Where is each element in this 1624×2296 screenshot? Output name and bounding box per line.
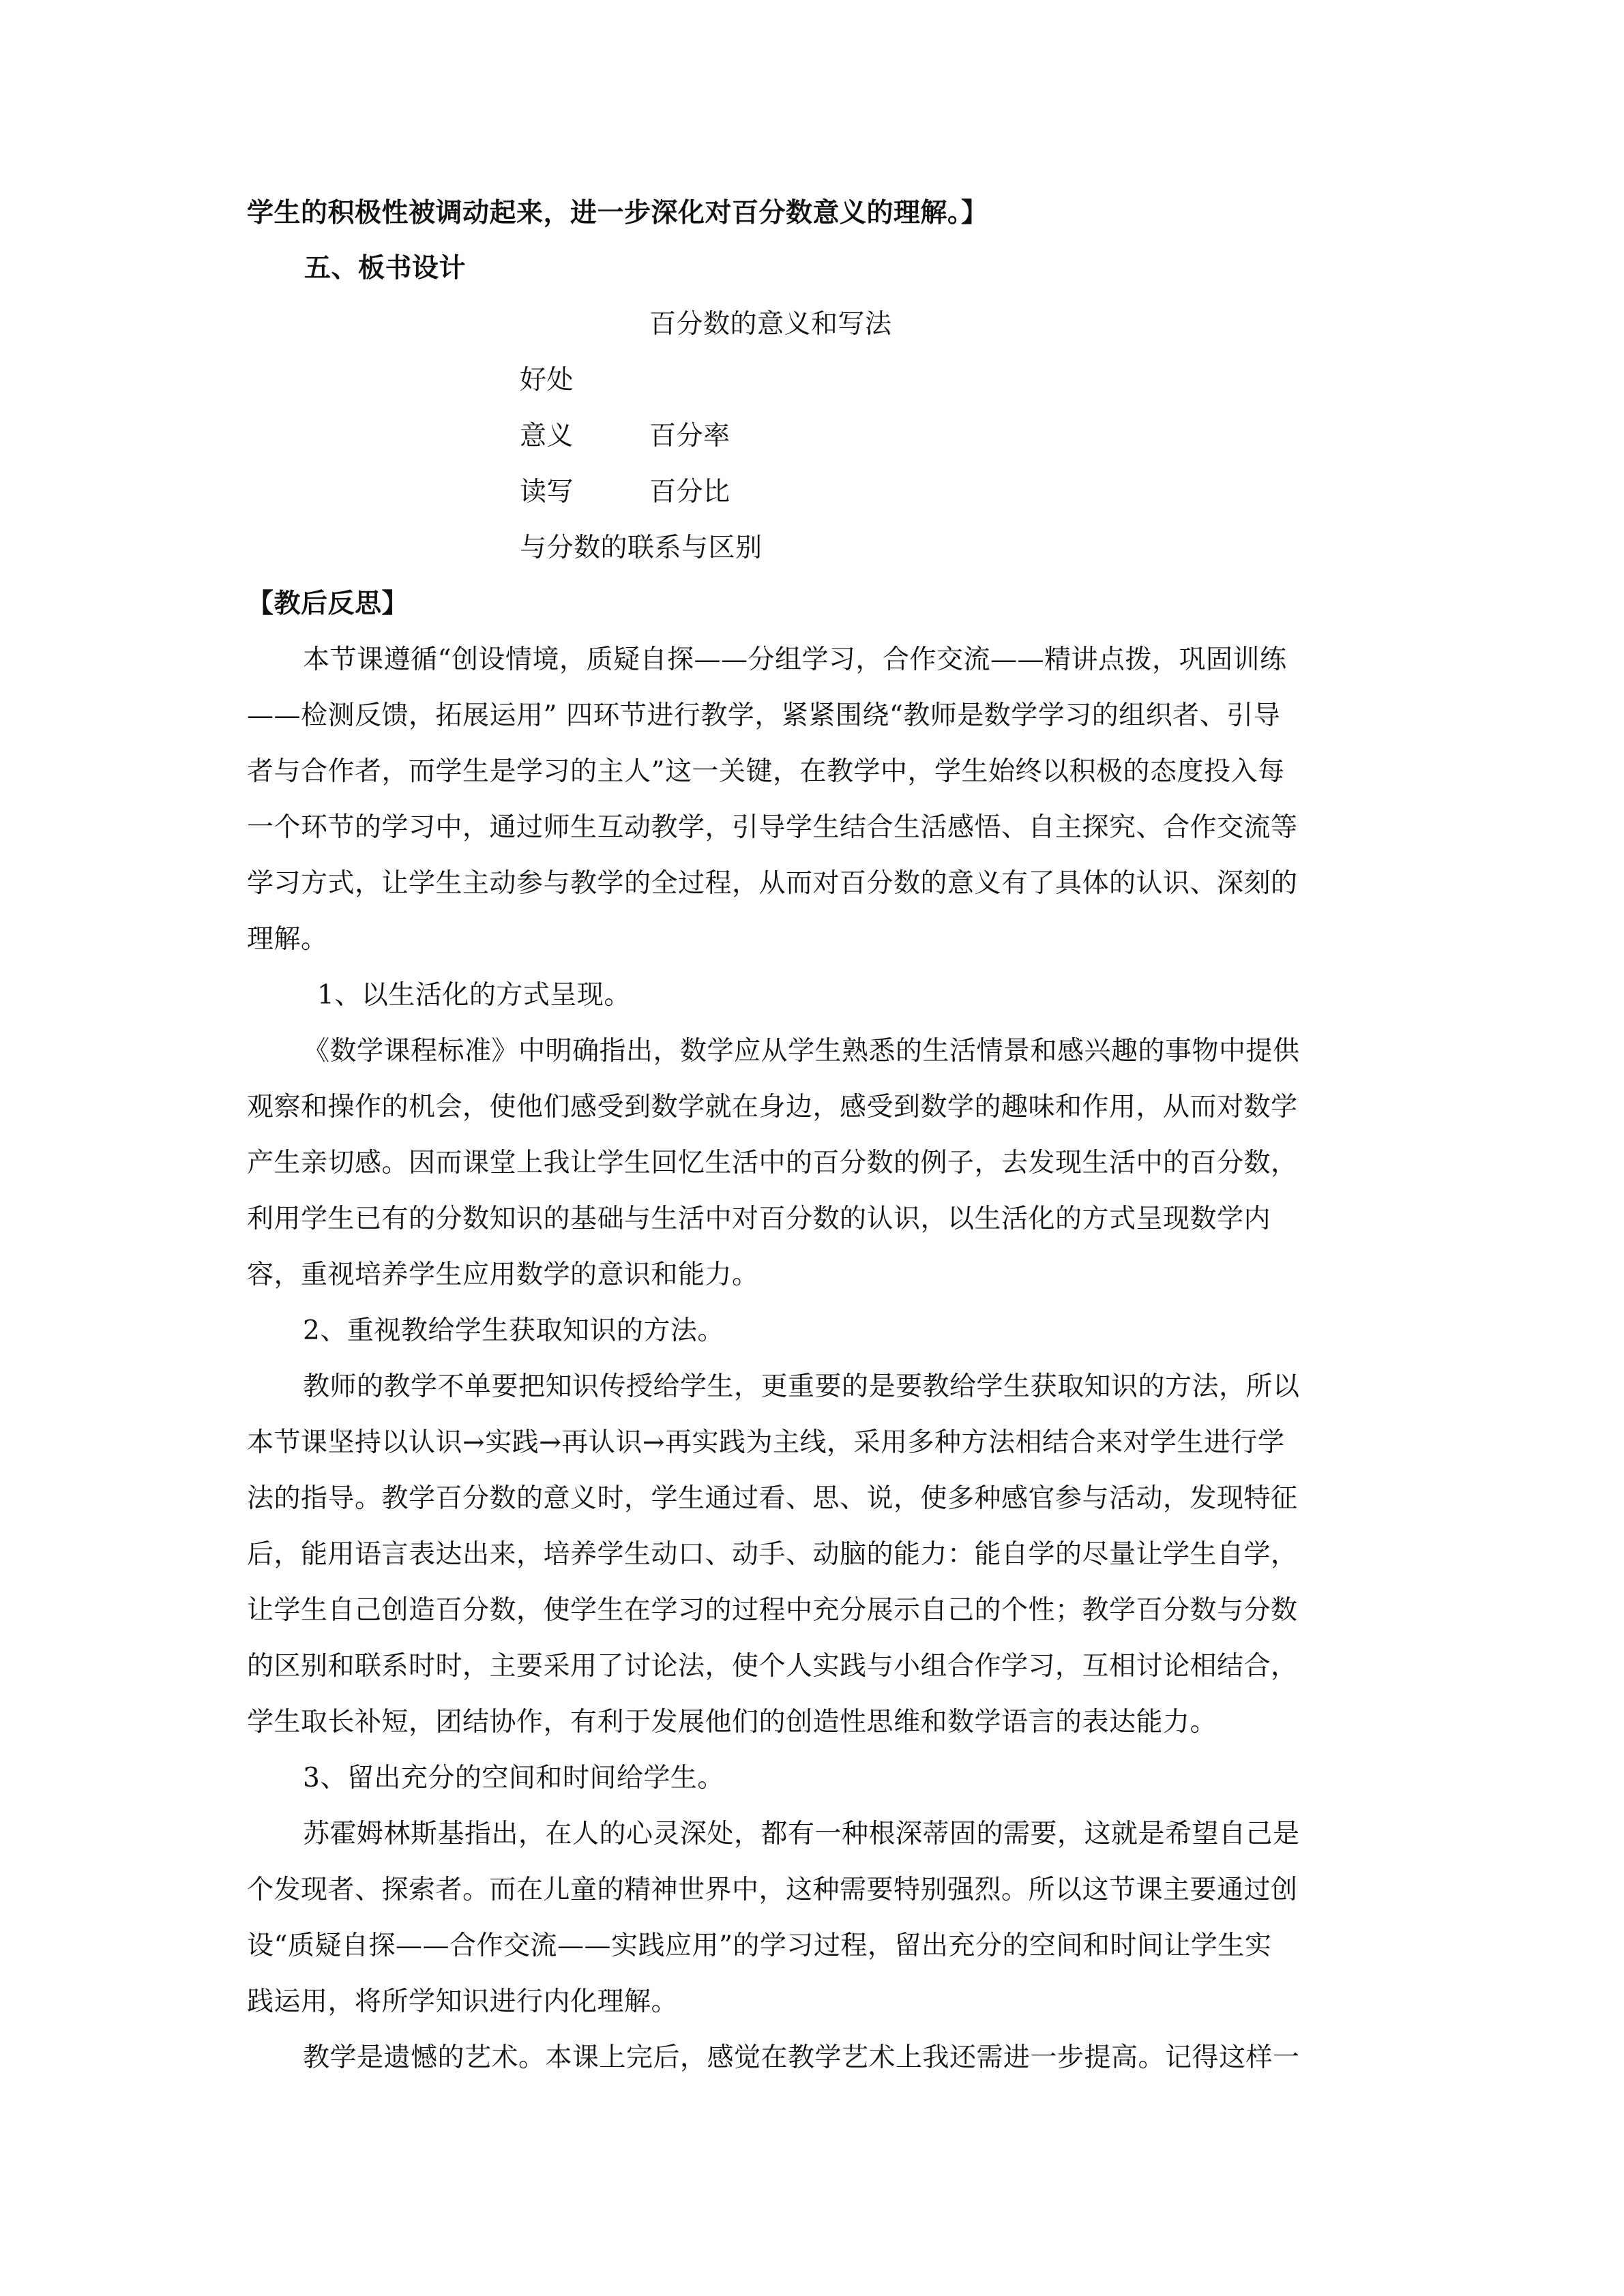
- paragraph-line: 法的指导。教学百分数的意义时，学生通过看、思、说，使多种感官参与活动，发现特征: [247, 1483, 1298, 1514]
- paragraph-line: 苏霍姆林斯基指出，在人的心灵深处，都有一种根深蒂固的需要，这就是希望自己是: [303, 1819, 1300, 1849]
- board-title: 百分数的意义和写法: [649, 309, 892, 340]
- paragraph-line: 理解。: [247, 924, 328, 955]
- paragraph-line: 后，能用语言表达出来，培养学生动口、动手、动脑的能力：能自学的尽量让学生自学，: [247, 1539, 1298, 1570]
- board-row-label: 读写: [520, 477, 574, 507]
- paragraph-line: 利用学生已有的分数知识的基础与生活中对百分数的认识，以生活化的方式呈现数学内: [247, 1204, 1271, 1234]
- paragraph-line: ——检测反馈，拓展运用” 四环节进行教学，紧紧围绕“教师是数学学习的组织者、引导: [247, 700, 1281, 731]
- paragraph-line: 让学生自己创造百分数，使学生在学习的过程中充分展示自己的个性；教学百分数与分数: [247, 1595, 1298, 1626]
- paragraph-line: 本节课坚持以认识→实践→再认识→再实践为主线，采用多种方法相结合来对学生进行学: [247, 1427, 1285, 1458]
- paragraph-line: 产生亲切感。因而课堂上我让学生回忆生活中的百分数的例子，去发现生活中的百分数，: [247, 1148, 1298, 1178]
- subheading: 3、留出充分的空间和时间给学生。: [303, 1763, 724, 1793]
- paragraph-line: 践运用，将所学知识进行内化理解。: [247, 1986, 679, 2017]
- paragraph-line: 教师的教学不单要把知识传授给学生，更重要的是要教给学生获取知识的方法，所以: [303, 1371, 1300, 1402]
- paragraph-line: 一个环节的学习中，通过师生互动教学，引导学生结合生活感悟、自主探究、合作交流等: [247, 812, 1298, 843]
- paragraph-line: 教学是遗憾的艺术。本课上完后，感觉在教学艺术上我还需进一步提高。记得这样一: [303, 2042, 1300, 2073]
- paragraph-line: 观察和操作的机会，使他们感受到数学就在身边，感受到数学的趣味和作用，从而对数学: [247, 1092, 1298, 1122]
- board-row-value: 百分比: [649, 477, 730, 507]
- board-row-label: 好处: [520, 365, 574, 396]
- paragraph-line: 的区别和联系时时，主要采用了讨论法，使个人实践与小组合作学习，互相讨论相结合，: [247, 1651, 1298, 1682]
- section-heading: 五、板书设计: [304, 253, 467, 284]
- paragraph-line: 者与合作者，而学生是学习的主人”这一关键，在教学中，学生始终以积极的态度投入每: [247, 756, 1285, 787]
- board-row-label: 意义: [520, 421, 574, 451]
- board-row-label: 与分数的联系与区别: [520, 533, 763, 563]
- paragraph-line: 个发现者、探索者。而在儿童的精神世界中，这种需要特别强烈。所以这节课主要通过创: [247, 1875, 1298, 1905]
- paragraph-line: 学生取长补短，团结协作，有利于发展他们的创造性思维和数学语言的表达能力。: [247, 1707, 1217, 1738]
- paragraph-line: 本节课遵循“创设情境，质疑自探——分组学习，合作交流——精讲点拨，巩固训练: [303, 644, 1287, 675]
- intro-tail-text: 学生的积极性被调动起来，进一步深化对百分数意义的理解。】: [247, 197, 988, 228]
- paragraph-line: 学习方式，让学生主动参与教学的全过程，从而对百分数的意义有了具体的认识、深刻的: [247, 868, 1298, 899]
- paragraph-line: 设“质疑自探——合作交流——实践应用”的学习过程，留出充分的空间和时间让学生实: [247, 1930, 1272, 1961]
- paragraph-line: 容，重视培养学生应用数学的意识和能力。: [247, 1259, 759, 1290]
- subheading: 2、重视教给学生获取知识的方法。: [303, 1315, 724, 1346]
- paragraph-line: 《数学课程标准》中明确指出，数学应从学生熟悉的生活情景和感兴趣的事物中提供: [303, 1036, 1300, 1067]
- board-row-value: 百分率: [649, 421, 730, 451]
- subheading: 1、以生活化的方式呈现。: [317, 980, 631, 1011]
- reflection-heading: 【教后反思】: [247, 588, 409, 619]
